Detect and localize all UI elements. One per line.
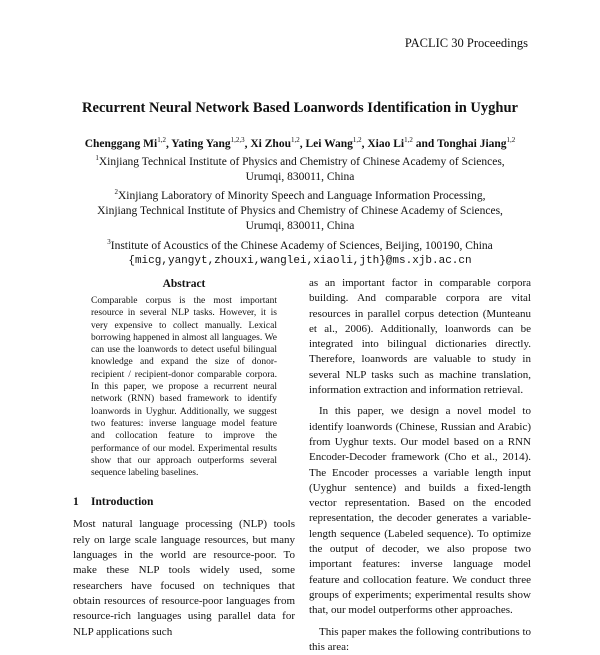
author-emails: {micg,yangyt,zhouxi,wanglei,xiaoli,jth}@ms.xjb.ac.cn <box>128 254 472 267</box>
abstract-heading: Abstract <box>162 278 206 290</box>
affiliation-2-city: Urumqi, 830011, China <box>245 220 355 233</box>
author-list: Chenggang Mi$^{1,2}$, Yating Yang$^{1,2,3}$, Xi Zhou$^{1,2}$, Lei Wang$^{1,2}$, Xiao Li$^{1,2}$ and Tonghai Jiang$^{1,2}$ <box>84 136 516 150</box>
affiliation-1: $^1$Xinjiang Technical Institute of Physics and Chemistry of Chinese Academy of Sciences, <box>95 154 505 168</box>
right-paragraph-3: This paper makes the following contributions to this area: <box>309 625 531 653</box>
author-name: Xiao Li <box>367 137 405 150</box>
author-name: Xi Zhou <box>250 137 291 150</box>
intro-paragraph-1: Most natural language processing (NLP) tools rely on large scale language resources, but many languages in the world are resource-poor. To make these NLP tools widely used, some researchers have focused on techniques that obtain resources of resource-poor languages from resource-rich languages using parallel data for NLP applications such <box>73 518 295 638</box>
affiliations <box>0 151 600 269</box>
proceedings-header: PACLIC 30 Proceedings <box>404 36 528 50</box>
right-paragraph-1: as an important factor in comparable corpora building. And comparable corpora are vital resources in parallel corpus detection (Munteanu et al., 2006). Additionally, loanwords can be integrated into bilingual dictionaries directly. Therefore, loanwords are valuable to study in several NLP tasks such as machine translation, information extraction and information retrieval. <box>309 277 531 397</box>
author-affiliation-marker: 1,2 <box>404 136 413 144</box>
author-name: Chenggang Mi <box>84 137 158 150</box>
affiliation-3: $^3$Institute of Acoustics of the Chinese Academy of Sciences, Beijing, 100190, China <box>107 237 493 252</box>
right-paragraph-2: In this paper, we design a novel model to identify loanwords (Chinese, Russian and Arabic) from Uyghur texts. Our model based on a RNN Encoder-Decoder framework (Cho et al., 2014). The Encoder processes a variable length input (Uyghur sentence) and builds a fixed-length vector representation. Based on the encoded representation, the decoder generates a variable-length sequence (Labeled sequence). To optimize the output of decoder, we also propose two important features: inverse language model feature and collocation feature. We conduct three groups of experiments; experimental results show that, our model outperforms other approaches. <box>309 405 531 617</box>
author-affiliation-marker: 1,2 <box>157 136 166 144</box>
section-heading-introduction: 1 Introduction <box>73 496 154 509</box>
affiliation-2-line2: Xinjiang Technical Institute of Physics and Chemistry of Chinese Academy of Sciences, <box>97 205 503 218</box>
paper-title: Recurrent Neural Network Based Loanwords Identification in Uyghur <box>82 100 518 116</box>
author-affiliation-marker: 1,2 <box>352 136 362 144</box>
abstract-text: Comparable corpus is the most important resource in several NLP tasks. However, it is very expensive to collect manually. Lexical borrowing happened in almost all languages. We can use the loanwords to detect useful bilingual knowledge and expand the size of donor-recipient / recipient-donor comparable corpora. In this paper, we propose a recurrent neural network (RNN) based framework to identify loanwords in Uyghur. Additionally, we suggest two features: inverse language model feature and collocation feature to improve the performance of our model. Experimental results show that our approach outperforms several sequence labeling baselines. <box>91 296 277 479</box>
left-column <box>73 278 295 640</box>
right-column <box>309 276 531 655</box>
affiliation-2: $^2$Xinjiang Laboratory of Minority Speech and Language Information Processing, <box>114 188 486 203</box>
author-name: Yating Yang <box>171 137 231 150</box>
affiliation-1-city: Urumqi, 830011, China <box>245 171 355 184</box>
author-affiliation-marker: 1,2 <box>290 136 300 144</box>
author-affiliation-marker: 1,2,3 <box>230 136 245 144</box>
author-affiliation-marker: 1,2 <box>506 136 516 144</box>
author-name: Tonghai Jiang <box>436 137 507 150</box>
author-name: Lei Wang <box>305 137 353 150</box>
